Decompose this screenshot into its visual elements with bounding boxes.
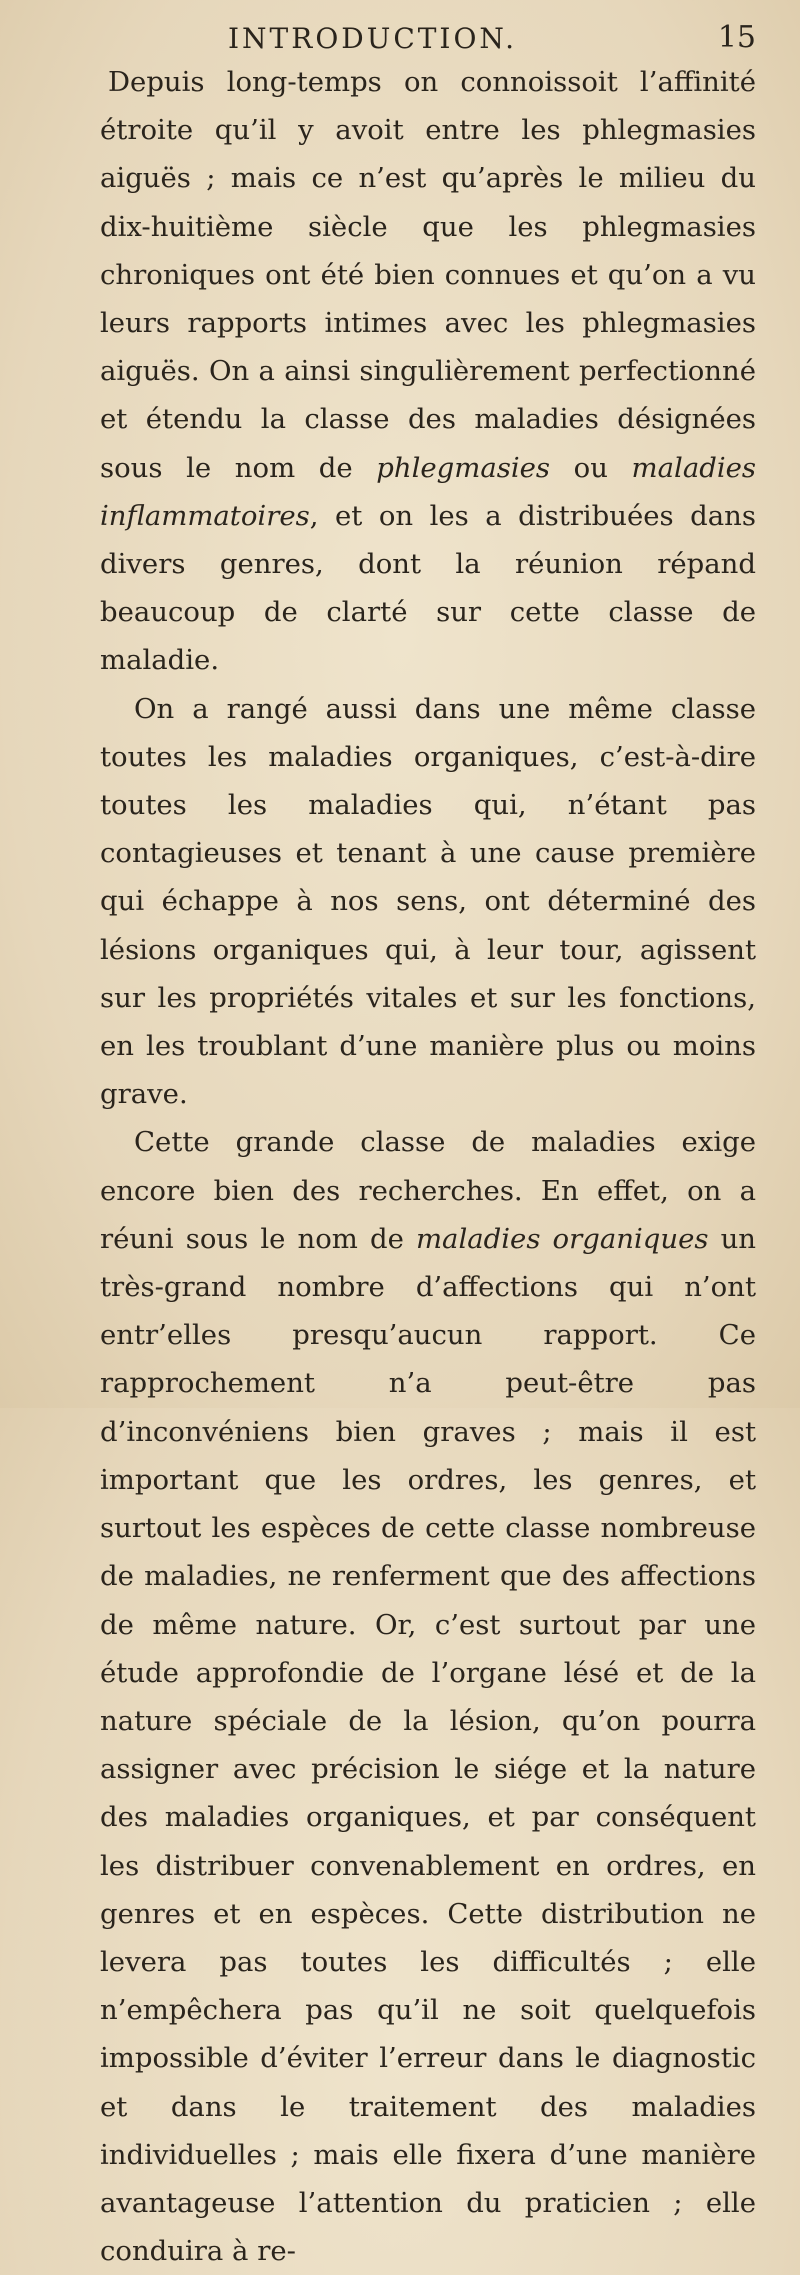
term-phlegmasies: phlegmasies [376, 451, 551, 484]
paragraph-1 [100, 58, 756, 685]
paragraph-3-text-1: Cette grande classe de maladies exige encore bien des recherches. En effet, on a réuni sous le nom de [100, 1126, 756, 1255]
paragraph-1-text-2: ou [550, 451, 632, 484]
term-maladies-organiques: maladies organiques [415, 1222, 709, 1255]
paragraph-2-text-1: On a rangé aussi dans une même classe toutes les maladies organiques, c’est-à-dire toutes les maladies qui, n’étant pas contagieuses et tenant à une cause première qui échappe à nos sens, ont déterminé des lésions organiques qui, à leur tour, agissent sur les propriétés vitales et sur les fonctions, en les troublant d’une manière plus ou moins grave. [100, 692, 756, 1111]
paragraph-2 [100, 685, 756, 1119]
term-maladies-inflammatoires: maladies inflammatoires [100, 451, 756, 532]
paragraph-3-text-2: un très-grand nombre d’affections qui n’ont entr’elles presqu’aucun rapport. Ce rapprochement n’a peut-être pas d’inconvéniens bien graves ; mais il est important que les ordres, les genres, et surtout les espèces de cette classe nombreuse de maladies, ne renferment que des affections de même nature. Or, c’est surtout par une étude approfondie de l’organe lésé et de la nature spéciale de la lésion, qu’on pourra assigner avec précision le siége et la nature des maladies organiques, et par conséquent les distribuer convenablement en ordres, en genres et en espèces. Cette distribution ne levera pas toutes les difficultés ; elle n’empêchera pas qu’il ne soit quelquefois impossible d’éviter l’erreur dans le diagnostic et dans le traitement des maladies individuelles ; mais elle fixera d’une manière avantageuse l’attention du praticien ; elle conduira à re- [100, 1222, 756, 2268]
page-number: 15 [717, 20, 756, 55]
running-title: INTRODUCTION. [228, 22, 518, 55]
paragraph-1-text-1: Depuis long-temps on connoissoit l’affinité étroite qu’il y avoit entre les phlegmasies aiguës ; mais ce n’est qu’après le milieu du dix-huitième siècle que les phlegmasies chroniques ont été bien connues et qu’on a vu leurs rapports intimes avec les phlegmasies aiguës. On a ainsi singulièrement perfectionné et étendu la classe des maladies désignées sous le nom de [100, 66, 756, 484]
paragraph-1-text-3: , et on les a distribuées dans divers genres, dont la réunion répand beaucoup de clarté sur cette classe de maladie. [100, 499, 756, 677]
body-text [100, 58, 756, 2275]
running-header [100, 18, 756, 58]
paragraph-3 [100, 1118, 756, 2275]
